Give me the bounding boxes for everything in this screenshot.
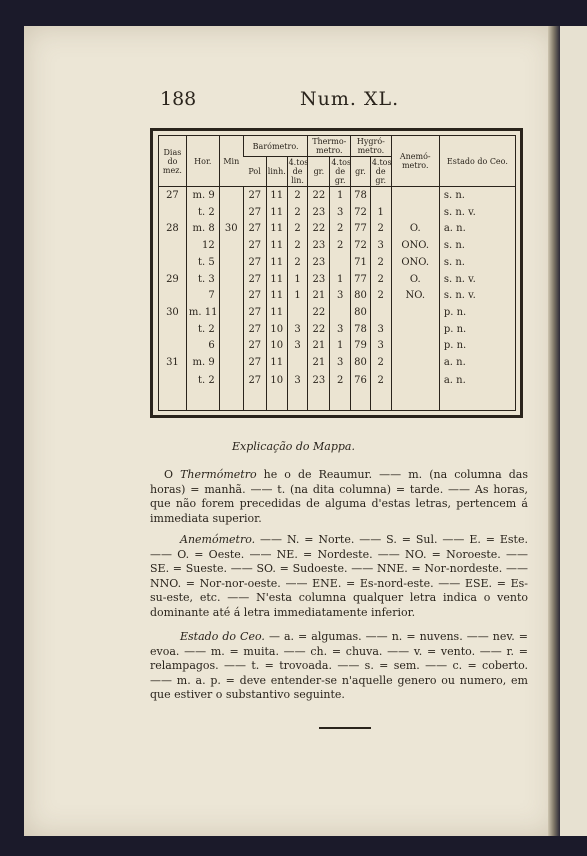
header-barometro: Barómetro.	[243, 136, 308, 157]
header-dias: Dias do mez.	[159, 136, 186, 187]
cell-linh: 11	[266, 254, 287, 271]
cell-min	[219, 204, 243, 221]
cell-q: 1	[287, 287, 308, 304]
cell-hq: 3	[370, 237, 391, 254]
table-row	[159, 338, 515, 355]
cell-hor: 6	[186, 338, 219, 355]
cell-wind: O.	[391, 220, 439, 237]
header-quartos-lin: 4.tos de lin.	[288, 158, 309, 185]
cell-tq	[330, 254, 351, 271]
table-row	[159, 204, 515, 221]
cell-min	[219, 354, 243, 371]
cell-hor: m. 9	[186, 354, 219, 371]
header-thermo-gr: gr.	[308, 157, 330, 187]
cell-pol: 27	[243, 271, 266, 288]
header-hor: Hor.	[186, 136, 219, 187]
cell-linh: 10	[266, 321, 287, 338]
cell-tq: 3	[330, 354, 351, 371]
table-row	[159, 321, 515, 338]
cell-q: 1	[287, 271, 308, 288]
cell-ceo: s. n.	[439, 254, 515, 271]
cell-hgr: 80	[351, 287, 371, 304]
header-min: Min	[219, 136, 243, 187]
cell-q	[287, 354, 308, 371]
cell-ceo: a. n.	[439, 371, 515, 410]
cell-min	[219, 271, 243, 288]
cell-dia: 30	[166, 306, 179, 318]
cell-tq	[330, 304, 351, 321]
weather-table-frame	[150, 128, 523, 418]
cell-tgr: 21	[308, 338, 330, 355]
page-number: 188	[160, 88, 197, 110]
cell-hgr: 80	[351, 304, 371, 321]
cell-hgr: 79	[351, 338, 371, 355]
cell-hor: m. 11	[186, 304, 219, 321]
cell-min	[219, 237, 243, 254]
page-gutter	[548, 26, 560, 836]
cell-q: 2	[287, 254, 308, 271]
cell-pol: 27	[243, 304, 266, 321]
table-row	[159, 304, 515, 321]
cell-hor: t. 2	[186, 371, 219, 410]
cell-hgr: 76	[351, 371, 371, 410]
cell-linh: 10	[266, 371, 287, 410]
cell-hq: 1	[370, 204, 391, 221]
cell-hgr: 78	[351, 321, 371, 338]
cell-wind	[391, 204, 439, 221]
table-row	[159, 354, 515, 371]
header-pol: Pol	[243, 157, 266, 187]
cell-linh: 11	[266, 237, 287, 254]
cell-dia	[159, 237, 186, 254]
cell-dia: 28	[166, 223, 179, 235]
cell-q: 2	[287, 187, 308, 204]
cell-min: 30	[219, 220, 243, 237]
cell-dia	[159, 204, 186, 221]
header-hygrometro: Hygró-metro.	[351, 136, 392, 157]
cell-pol: 27	[243, 254, 266, 271]
cell-hgr: 77	[351, 220, 371, 237]
cell-hq: 3	[370, 321, 391, 338]
cell-dia	[159, 371, 186, 410]
cell-q: 2	[287, 237, 308, 254]
header-thermometro: Thermo-metro.	[308, 136, 351, 157]
cell-min	[219, 371, 243, 410]
cell-q	[287, 304, 308, 321]
paragraph-anemometro	[150, 533, 528, 621]
cell-hgr: 78	[351, 187, 371, 204]
cell-min	[219, 338, 243, 355]
header-linh: linh.	[266, 157, 287, 187]
cell-hgr: 77	[351, 271, 371, 288]
cell-dia	[159, 287, 186, 304]
cell-pol: 27	[243, 187, 266, 204]
cell-q: 3	[287, 371, 308, 410]
cell-hgr: 71	[351, 254, 371, 271]
cell-tq: 1	[330, 338, 351, 355]
cell-pol: 27	[243, 204, 266, 221]
cell-tgr: 22	[308, 321, 330, 338]
table-row	[159, 187, 515, 204]
cell-hor: t. 2	[186, 204, 219, 221]
table-caption: Explicação do Mappa.	[232, 440, 355, 453]
cell-ceo: a. n.	[439, 220, 515, 237]
cell-wind: ONO.	[391, 254, 439, 271]
cell-hq: 2	[370, 220, 391, 237]
cell-hgr: 72	[351, 237, 371, 254]
cell-ceo: s. n.	[439, 237, 515, 254]
header-hygro-gr: gr.	[351, 157, 371, 187]
cell-hor: 7	[186, 287, 219, 304]
term-thermometro: Thermómetro	[180, 468, 257, 481]
cell-tgr: 22	[308, 187, 330, 204]
cell-linh: 11	[266, 354, 287, 371]
cell-ceo: p. n.	[439, 338, 515, 355]
cell-hq: 2	[370, 271, 391, 288]
cell-ceo: p. n.	[439, 304, 515, 321]
cell-hq: 2	[370, 254, 391, 271]
cell-hor: t. 3	[186, 271, 219, 288]
header-hygro-quartos: 4.tos de gr.	[371, 158, 392, 185]
cell-dia	[159, 338, 186, 355]
cell-pol: 27	[243, 371, 266, 410]
cell-hq: 2	[370, 354, 391, 371]
cell-linh: 11	[266, 304, 287, 321]
cell-hq: 2	[370, 287, 391, 304]
weather-observation-table	[159, 136, 515, 410]
facing-page-edge	[560, 26, 587, 836]
cell-pol: 27	[243, 354, 266, 371]
cell-ceo: s. n. v.	[439, 204, 515, 221]
cell-wind: ONO.	[391, 237, 439, 254]
cell-pol: 27	[243, 338, 266, 355]
cell-q: 2	[287, 204, 308, 221]
cell-ceo: s. n. v.	[439, 271, 515, 288]
paragraph-estado-ceo-text: — a. = algumas. —— n. = nuvens. —— nev. = evoa. —— m. = muita. —— ch. = chuva. —— v. = vento. —— r. = relampagos. —— t. = trovoada. —— s. = sem. —— c. = coberto. —— m. a. p. = deve entender-se n'aquelle genero ou numero, em que estiver o substantivo seguinte.	[150, 630, 529, 702]
table-row	[159, 237, 515, 254]
cell-pol: 27	[243, 220, 266, 237]
cell-tgr: 21	[308, 287, 330, 304]
cell-hgr: 80	[351, 354, 371, 371]
cell-wind: NO.	[391, 287, 439, 304]
cell-min	[219, 287, 243, 304]
cell-ceo: p. n.	[439, 321, 515, 338]
cell-tgr: 23	[308, 204, 330, 221]
cell-tgr: 23	[308, 271, 330, 288]
cell-hq	[370, 304, 391, 321]
cell-tq: 1	[330, 271, 351, 288]
cell-pol: 27	[243, 321, 266, 338]
term-anemometro: Anemómetro.	[180, 533, 256, 546]
cell-min	[219, 321, 243, 338]
cell-wind: O.	[391, 271, 439, 288]
paragraph-estado-ceo	[150, 630, 528, 703]
cell-wind	[391, 338, 439, 355]
page-header	[160, 88, 520, 112]
cell-hor: 12	[186, 237, 219, 254]
cell-pol: 27	[243, 287, 266, 304]
cell-linh: 11	[266, 220, 287, 237]
cell-linh: 11	[266, 287, 287, 304]
cell-tgr: 22	[308, 304, 330, 321]
cell-dia: 27	[166, 189, 179, 201]
cell-hor: m. 8	[186, 220, 219, 237]
term-estado-ceo: Estado do Ceo.	[180, 630, 265, 643]
cell-linh: 10	[266, 338, 287, 355]
cell-hq: 2	[370, 371, 391, 410]
cell-hor: t. 2	[186, 321, 219, 338]
cell-hor: m. 9	[186, 187, 219, 204]
cell-q: 3	[287, 338, 308, 355]
cell-tgr: 22	[308, 220, 330, 237]
cell-wind	[391, 354, 439, 371]
cell-hor: t. 5	[186, 254, 219, 271]
cell-min	[219, 187, 243, 204]
cell-ceo: s. n.	[439, 187, 515, 204]
cell-min	[219, 254, 243, 271]
cell-dia: 29	[166, 273, 179, 285]
cell-tq: 2	[330, 371, 351, 410]
table-row	[159, 371, 515, 410]
table-row	[159, 271, 515, 288]
closing-rule	[319, 727, 371, 729]
paragraph-thermometro-text: he o de Reaumur. —— m. (na columna das horas) = manhã. —— t. (na dita columna) = tarde. —— As horas, que não forem precedidas de alguma d'estas letras, pertencem á immediata superior.	[150, 468, 528, 525]
cell-q: 3	[287, 321, 308, 338]
cell-tgr: 21	[308, 354, 330, 371]
cell-linh: 11	[266, 204, 287, 221]
header-anemometro: Anemó-metro.	[391, 136, 439, 187]
cell-q: 2	[287, 220, 308, 237]
cell-tq: 3	[330, 321, 351, 338]
cell-tq: 1	[330, 187, 351, 204]
cell-wind	[391, 304, 439, 321]
cell-dia	[159, 321, 186, 338]
cell-dia: 31	[166, 357, 179, 369]
cell-wind	[391, 321, 439, 338]
running-title: Num. XL.	[300, 88, 400, 110]
paragraph-thermometro	[150, 468, 528, 526]
cell-tgr: 23	[308, 371, 330, 410]
cell-hgr: 72	[351, 204, 371, 221]
header-estado: Estado do Ceo.	[439, 136, 515, 187]
cell-tq: 2	[330, 220, 351, 237]
cell-hq: 3	[370, 338, 391, 355]
paragraph-thermometro-lead: O	[164, 468, 181, 481]
table-row	[159, 220, 515, 237]
cell-min	[219, 304, 243, 321]
cell-pol: 27	[243, 237, 266, 254]
cell-tq: 3	[330, 204, 351, 221]
table-body	[159, 187, 515, 411]
cell-linh: 11	[266, 271, 287, 288]
cell-ceo: a. n.	[439, 354, 515, 371]
cell-wind	[391, 371, 439, 410]
cell-dia	[159, 254, 186, 271]
cell-tgr: 23	[308, 254, 330, 271]
cell-linh: 11	[266, 187, 287, 204]
header-thermo-quartos: 4.tos de gr.	[331, 158, 352, 185]
cell-wind	[391, 187, 439, 204]
weather-table-inner	[158, 135, 516, 411]
cell-tq: 3	[330, 287, 351, 304]
table-row	[159, 287, 515, 304]
table-row	[159, 254, 515, 271]
cell-tq: 2	[330, 237, 351, 254]
cell-hq	[370, 187, 391, 204]
cell-ceo: s. n. v.	[439, 287, 515, 304]
paragraph-anemometro-text: —— N. = Norte. —— S. = Sul. —— E. = Este. —— O. = Oeste. —— NE. = Nordeste. —— NO. = Noroeste. —— SE. = Sueste. —— SO. = Sudoeste. —— NNE. = Nor-nordeste. —— NNO. = Nor-nor-oeste. —— ENE. = Es-nord-este. —— ESE. = Es-su-este, etc. —— N'esta columna qualquer letra indica o vento dominante até á letra immediatamente inferior.	[150, 533, 528, 619]
cell-tgr: 23	[308, 237, 330, 254]
